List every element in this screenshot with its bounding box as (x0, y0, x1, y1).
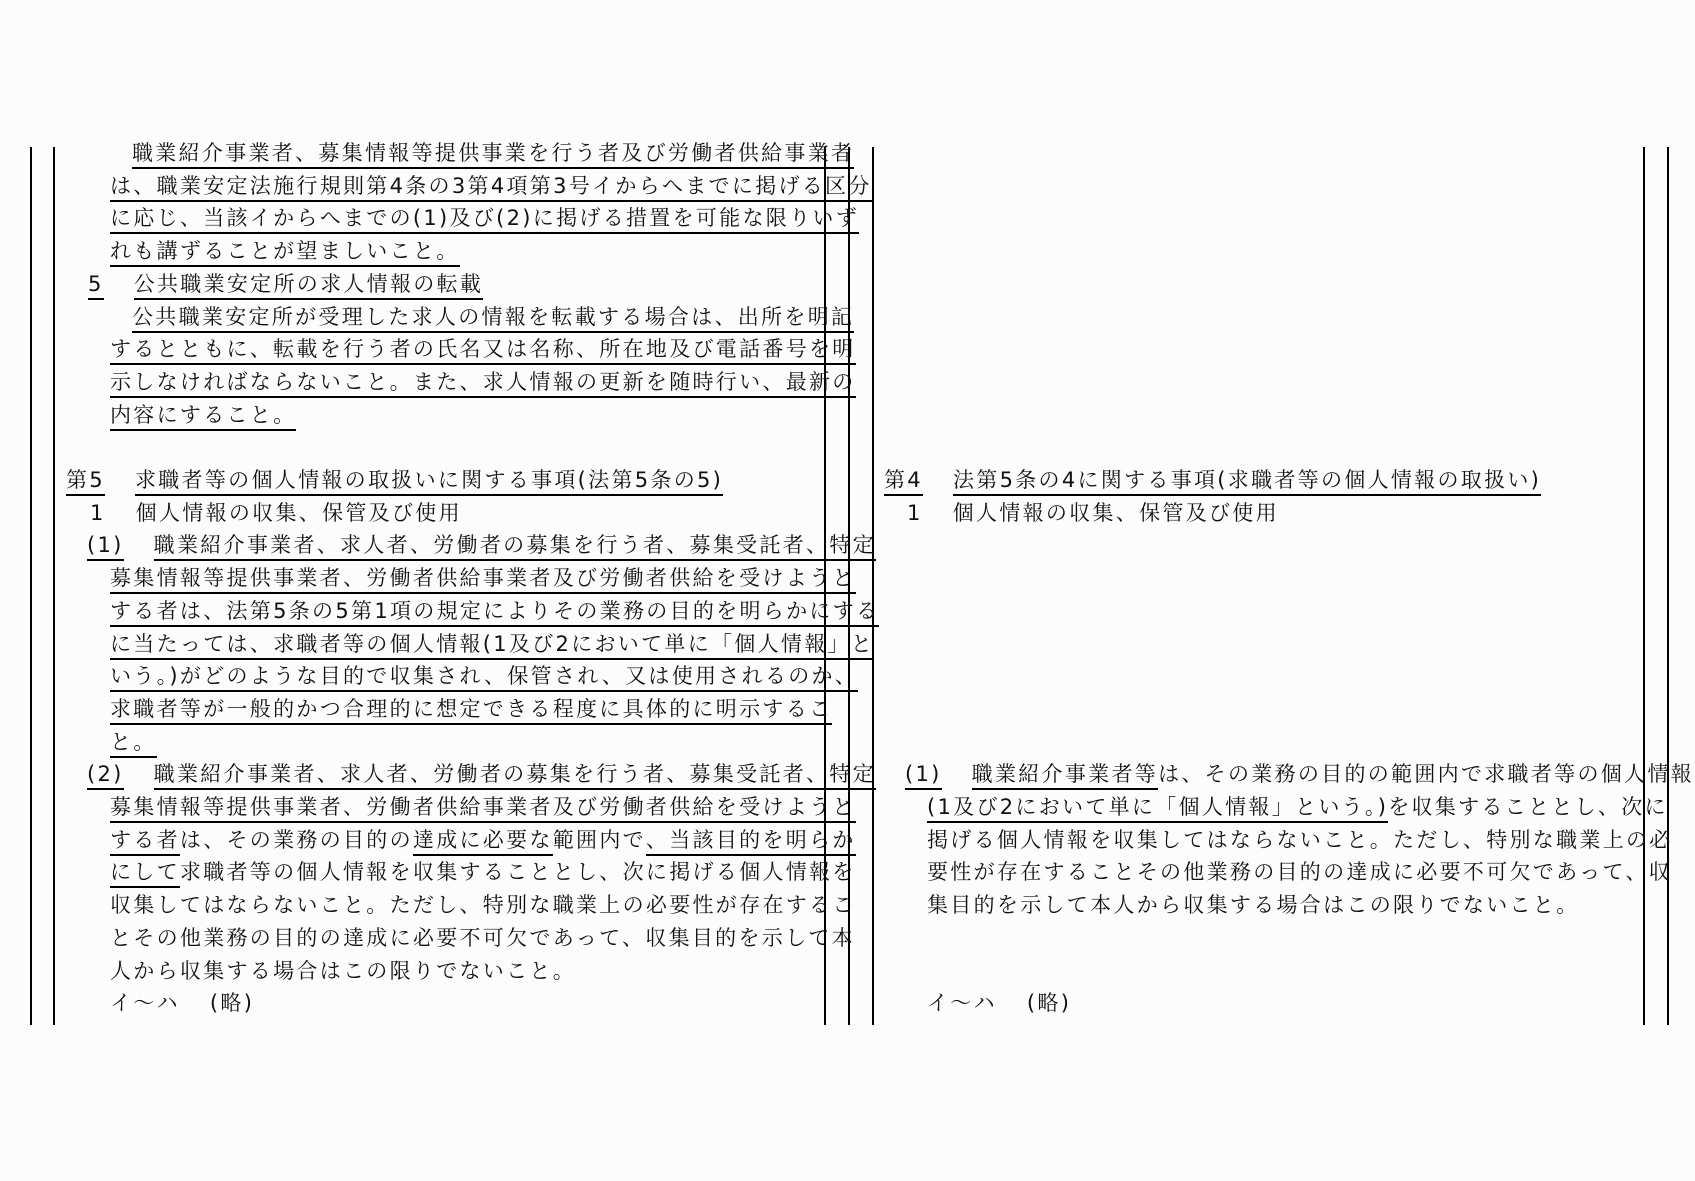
underlined-text-segment: は、職業安定法施行規則第4条の3第4項第3号イからへまでに掲げる区分 (110, 172, 872, 202)
text-segment: 人から収集する場合はこの限りでないこと。 (110, 958, 576, 983)
text-segment: (略) (209, 991, 255, 1016)
text-line (110, 695, 832, 727)
text-line (90, 499, 462, 531)
text-line (110, 401, 296, 433)
text-line (110, 826, 856, 858)
text-segment: 収集してはならないこと。ただし、特別な職業上の必要性が存在するこ (110, 893, 856, 918)
text-segment: 1 (90, 500, 106, 525)
text-line (927, 891, 1579, 923)
underlined-text-segment: 示しなければならないこと。また、求人情報の更新を随時行い、最新の (110, 368, 856, 398)
underlined-text-segment: するとともに、転載を行う者の氏名又は名称、所在地及び電話番号を明 (110, 335, 856, 365)
underlined-text-segment: する者 (110, 826, 180, 856)
text-segment: 掲げる個人情報を収集してはならないこと。ただし、特別な職業上の必 (927, 827, 1673, 852)
text-segment: イ〜ハ (927, 991, 997, 1016)
underlined-text-segment: 募集情報等提供事業者、労働者供給事業者及び労働者供給を受けようと (110, 793, 856, 823)
text-line (87, 760, 876, 792)
underlined-text-segment: にして (110, 858, 180, 888)
text-line (88, 270, 483, 302)
underlined-text-segment: (1及び2において単に「個人情報」という。) (927, 793, 1388, 823)
underlined-text-segment: 5 (88, 270, 104, 300)
text-line (110, 989, 254, 1021)
text-line (110, 204, 859, 236)
underlined-text-segment: 公共職業安定所の求人情報の転載 (134, 270, 484, 300)
underlined-text-segment: 職業紹介事業者、募集情報等提供事業を行う者及び労働者供給事業者 (132, 139, 854, 169)
text-line (884, 466, 1541, 498)
text-segment: 集目的を示して本人から収集する場合はこの限りでないこと。 (927, 893, 1580, 918)
text-segment: を収集することとし、次に (1388, 795, 1668, 819)
table-border-right-inner (1643, 147, 1645, 1025)
text-line (110, 957, 576, 989)
text-segment: イ〜ハ (110, 991, 180, 1016)
text-line (110, 793, 856, 825)
text-line (87, 531, 876, 563)
text-line (927, 989, 1071, 1021)
text-segment: とその他業務の目的の達成に必要不可欠であって、収集目的を示して本 (110, 925, 855, 950)
text-line (132, 139, 854, 171)
underlined-text-segment: に当たっては、求職者等の個人情報(1及び2において単に「個人情報」と (110, 630, 874, 660)
table-border-right-outer (1667, 147, 1669, 1025)
underlined-text-segment: 法第5条の4に関する事項(求職者等の個人情報の取扱い) (953, 466, 1541, 496)
text-line (905, 760, 1694, 792)
text-segment: (略) (1026, 991, 1072, 1016)
underlined-text-segment: 募集情報等提供事業者、労働者供給事業者及び労働者供給を受けようと (110, 564, 856, 594)
underlined-text-segment: 第4 (884, 466, 923, 496)
underlined-text-segment: 職業紹介事業者、求人者、労働者の募集を行う者、募集受託者、特定 (154, 760, 876, 790)
underlined-text-segment: いう。)がどのような目的で収集され、保管され、又は使用されるのか、 (110, 662, 858, 692)
underlined-text-segment: 公共職業安定所が受理した求人の情報を転載する場合は、出所を明記 (132, 303, 854, 333)
underlined-text-segment: する者は、法第5条の5第1項の規定によりその業務の目的を明らかにする (110, 597, 879, 627)
text-line (110, 172, 872, 204)
text-segment: 個人情報の収集、保管及び使用 (135, 500, 462, 525)
text-line (907, 499, 1279, 531)
underlined-text-segment: 内容にすること。 (110, 401, 296, 431)
text-line (110, 728, 157, 760)
text-line (927, 793, 1668, 825)
text-segment: は、その業務の目的の範囲内で求職者等の個人情報 (1158, 762, 1694, 787)
text-line (110, 335, 856, 367)
text-line (66, 466, 723, 498)
text-line (927, 858, 1672, 890)
underlined-text-segment: (1) (905, 760, 942, 790)
text-segment: 個人情報の収集、保管及び使用 (952, 500, 1279, 525)
table-border-left-inner (53, 147, 55, 1025)
underlined-text-segment: 達成に必要な (413, 826, 553, 856)
text-segment: は、その業務の目的の (179, 827, 413, 852)
text-line (110, 237, 460, 269)
underlined-text-segment: 求職者等が一般的かつ合理的に想定できる程度に具体的に明示するこ (110, 695, 832, 725)
text-segment: 範囲内で (552, 827, 646, 852)
text-segment: 1 (907, 500, 923, 525)
text-segment: 要性が存在することその他業務の目的の達成に必要不可欠であって、収 (927, 860, 1672, 885)
text-line (132, 303, 854, 335)
underlined-text-segment: れも講ずることが望ましいこと。 (110, 237, 460, 267)
text-line (110, 924, 855, 956)
underlined-text-segment: と。 (110, 728, 157, 758)
underlined-text-segment: 職業紹介事業者、求人者、労働者の募集を行う者、募集受託者、特定 (154, 531, 876, 561)
text-segment: 求職者等の個人情報を収集することとし、次に掲げる個人情報を (179, 860, 856, 885)
text-line (110, 597, 879, 629)
text-line (110, 368, 856, 400)
underlined-text-segment: 、当該目的を明らか (646, 826, 856, 856)
underlined-text-segment: に応じ、当該イからへまでの(1)及び(2)に掲げる措置を可能な限りいず (110, 204, 859, 234)
underlined-text-segment: (2) (87, 760, 124, 790)
underlined-text-segment: 第5 (66, 466, 105, 496)
text-line (110, 858, 856, 890)
table-border-right-column-left (872, 147, 874, 1025)
text-line (110, 662, 858, 694)
underlined-text-segment: (1) (87, 531, 124, 561)
text-line (110, 891, 856, 923)
underlined-text-segment: 求職者等の個人情報の取扱いに関する事項(法第5条の5) (135, 466, 723, 496)
text-line (110, 564, 856, 596)
text-line (927, 826, 1673, 858)
underlined-text-segment: 職業紹介事業者等 (972, 760, 1158, 790)
text-line (110, 630, 874, 662)
table-border-left-outer (30, 147, 32, 1025)
